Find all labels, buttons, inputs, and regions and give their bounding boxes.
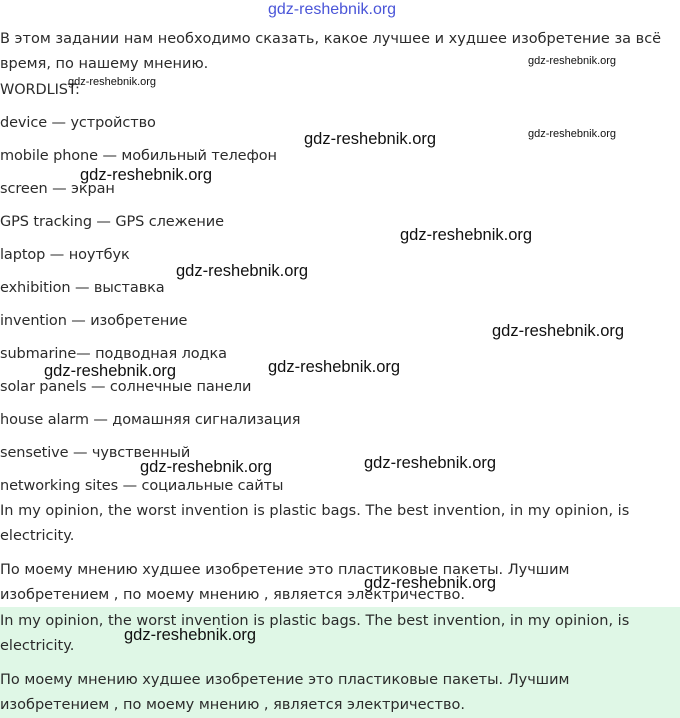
watermark: gdz-reshebnik.org — [140, 458, 273, 476]
highlighted-answer-english: In my opinion, the worst invention is plastic bags. The best invention, in my opinion, is electricity. — [0, 613, 630, 654]
watermark: gdz-reshebnik.org — [304, 130, 437, 148]
answer-russian: По моему мнению худшее изобретение это пластиковые пакеты. Лучшим изобретением , по моему мнению , является электричество. — [0, 562, 570, 603]
wordlist-item: device — устройство — [0, 115, 156, 131]
wordlist-item: invention — изобретение — [0, 313, 188, 329]
wordlist-label: WORDLIST: — [0, 82, 80, 98]
highlighted-answer-russian: По моему мнению худшее изобретение это пластиковые пакеты. Лучшим изобретением , по моему мнению , является электричество. — [0, 672, 570, 713]
watermark: gdz-reshebnik.org — [492, 322, 625, 340]
wordlist-item: networking sites — социальные сайты — [0, 478, 284, 494]
watermark: gdz-reshebnik.org — [80, 166, 213, 184]
watermark: gdz-reshebnik.org — [176, 262, 309, 280]
wordlist-item: GPS tracking — GPS слежение — [0, 214, 224, 230]
wordlist-item: exhibition — выставка — [0, 280, 165, 296]
task-intro: В этом задании нам необходимо сказать, какое лучшее и худшее изобретение за всё время, по нашему мнению. — [0, 31, 662, 72]
watermark: gdz-reshebnik.org — [364, 574, 497, 592]
watermark: gdz-reshebnik.org — [44, 362, 177, 380]
watermark: gdz-reshebnik.org — [268, 358, 401, 376]
watermark-small: gdz-reshebnik.org — [528, 55, 617, 67]
watermark: gdz-reshebnik.org — [124, 626, 257, 644]
wordlist-item: mobile phone — мобильный телефон — [0, 148, 277, 164]
top-watermark: gdz-reshebnik.org — [268, 1, 397, 18]
wordlist-item: solar panels — солнечные панели — [0, 379, 252, 395]
watermark: gdz-reshebnik.org — [400, 226, 533, 244]
wordlist-item: sensetive — чувственный — [0, 445, 191, 461]
wordlist-item: laptop — ноутбук — [0, 247, 130, 263]
answer-english: In my opinion, the worst invention is plastic bags. The best invention, in my opinion, is electricity. — [0, 503, 630, 544]
watermark-small: gdz-reshebnik.org — [68, 76, 157, 88]
wordlist-item: house alarm — домашняя сигнализация — [0, 412, 301, 428]
wordlist-item: screen — экран — [0, 181, 115, 197]
wordlist-item: submarine— подводная лодка — [0, 346, 227, 362]
watermark: gdz-reshebnik.org — [364, 454, 497, 472]
watermark-small: gdz-reshebnik.org — [528, 128, 617, 140]
